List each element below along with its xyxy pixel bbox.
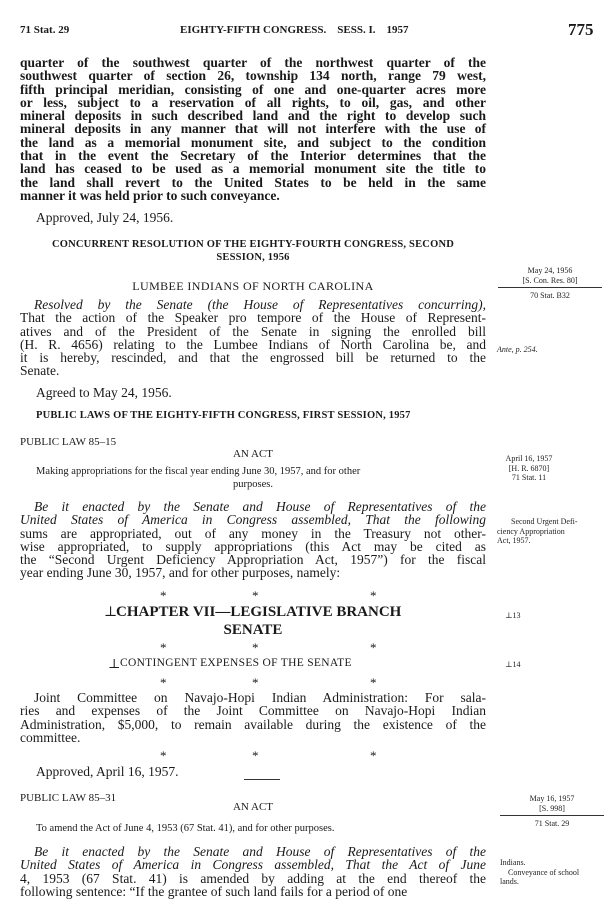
margin-footnote-13 xyxy=(505,611,521,621)
margin-note-resolution xyxy=(498,266,602,301)
margin-text: ciency Appropriation xyxy=(497,526,565,536)
conveyance-paragraph xyxy=(20,56,486,202)
running-header-left: 71 Stat. 29 xyxy=(20,24,70,36)
act-purpose: To amend the Act of June 4, 1953 (67 Stat. 41), and for other purposes. xyxy=(36,823,335,834)
margin-stat: 71 Stat. 29 xyxy=(500,815,604,829)
bracket-mark: ⊥ xyxy=(505,611,513,620)
margin-text: Indians. xyxy=(500,858,526,867)
margin-stat: 70 Stat. B32 xyxy=(498,287,602,301)
text-line: quarter of the southwest quarter of the northwest quarter of the xyxy=(20,55,486,70)
bracket-mark: ⊥ xyxy=(104,605,118,620)
margin-note-short-title xyxy=(497,517,609,546)
text-line: year ending June 30, 1957, and for other purposes, namely: xyxy=(20,565,341,581)
text-line: Senate. xyxy=(20,363,60,379)
text-line: following sentence: “If the grantee of such land fails for a period of one xyxy=(20,883,408,899)
text-line: manner it was held prior to such conveyance. xyxy=(20,187,280,203)
text-line: fifth principal meridian, consisting of one and one-quarter acres more xyxy=(20,81,486,97)
public-law-85-31-label: PUBLIC LAW 85–31 xyxy=(20,792,117,804)
text-line: mineral deposits in any manner that will not interfere with the use of xyxy=(20,121,486,137)
concurrent-resolution-session: SESSION, 1956 xyxy=(216,252,290,263)
text-line-italic: United States of America in Congress assembled, That the Act of June xyxy=(20,857,486,873)
text-line: or less, subject to a reservation of all rights, to oil, gas, and other xyxy=(20,94,486,110)
senate-heading: SENATE xyxy=(223,622,283,638)
text-line xyxy=(20,858,486,871)
text-line: atives and of the President of the Senate in signing the enrolled bill xyxy=(20,323,486,339)
running-header-center: EIGHTY-FIFTH CONGRESS. SESS. I. 1957 xyxy=(180,24,409,36)
star: * xyxy=(370,675,377,690)
star: * xyxy=(252,675,259,690)
agreed-date: Agreed to May 24, 1956. xyxy=(36,385,172,400)
chapter-heading: CHAPTER VII—LEGISLATIVE BRANCH xyxy=(116,604,402,620)
text-line: mineral deposits in such described land and the right to develop such xyxy=(20,108,486,124)
margin-note-indians xyxy=(500,858,610,887)
text-line: Be it enacted by the Senate and House of Representatives of the xyxy=(34,844,486,859)
star: * xyxy=(370,748,377,763)
public-laws-heading: PUBLIC LAWS OF THE EIGHTY-FIFTH CONGRESS, FIRST SESSION, 1957 xyxy=(36,410,411,421)
text-line: Resolved by the Senate (the House of Representatives concurring), xyxy=(34,297,486,312)
public-law-85-15-label: PUBLIC LAW 85–15 xyxy=(20,436,117,448)
margin-stat: 71 Stat. 11 xyxy=(511,473,547,482)
text-line: that in the event the Secretary of the Interior determines that the xyxy=(20,148,486,164)
an-act-heading: AN ACT xyxy=(232,448,274,460)
bracket-mark: ⊥ xyxy=(108,656,121,671)
page-number: 775 xyxy=(568,20,594,39)
text-line: committee. xyxy=(20,729,81,745)
star: * xyxy=(160,588,167,603)
margin-reference: [S. Con. Res. 80] xyxy=(522,275,578,285)
text-line: sums are appropriated, out of any money in the Treasury not other- xyxy=(20,525,486,541)
text-line: Joint Committee on Navajo-Hopi Indian Administration: For sala- xyxy=(34,690,486,705)
text-line: the land shall revert to the United States to be held in the same xyxy=(20,174,486,190)
text-line: 4, 1953 (67 Stat. 41) is amended by adding at the end thereof the xyxy=(20,870,486,886)
lumbee-title: LUMBEE INDIANS OF NORTH CAROLINA xyxy=(132,279,374,293)
star: * xyxy=(252,588,259,603)
enacting-clause xyxy=(20,845,486,898)
contingent-expenses-heading: CONTINGENT EXPENSES OF THE SENATE xyxy=(120,657,352,669)
margin-note-pl-85-15 xyxy=(494,454,564,483)
text-line: the land as a memorial monument site, and subject to the condition xyxy=(20,134,486,150)
margin-footnote-14 xyxy=(505,660,521,670)
margin-date: May 16, 1957 xyxy=(529,794,575,803)
enacting-clause xyxy=(20,500,486,580)
margin-date: May 24, 1956 xyxy=(527,266,573,275)
margin-note-pl-85-31 xyxy=(500,794,604,829)
star: * xyxy=(160,640,167,655)
approved-1956: Approved, July 24, 1956. xyxy=(36,210,174,225)
text-line: ries and expenses of the Joint Committee on Navajo-Hopi Indian xyxy=(20,703,486,719)
concurrent-resolution-heading: CONCURRENT RESOLUTION OF THE EIGHTY-FOURTH CONGRESS, SECOND xyxy=(51,239,455,250)
margin-reference: [S. 998] xyxy=(539,803,565,813)
star: * xyxy=(370,640,377,655)
margin-ante-reference: Ante, p. 254. xyxy=(497,345,538,354)
text-line: Administration, $5,000, to remain available during the existence of the xyxy=(20,716,486,732)
act-purpose: Making appropriations for the fiscal year ending June 30, 1957, and for other xyxy=(36,466,361,477)
star: * xyxy=(252,748,259,763)
star: * xyxy=(370,588,377,603)
bracket-mark: ⊥ xyxy=(505,660,513,669)
star: * xyxy=(160,675,167,690)
text-line xyxy=(20,513,486,526)
text-line: land has ceased to be used as a memorial monument site the title to xyxy=(20,161,486,177)
an-act-heading: AN ACT xyxy=(232,801,274,813)
text-line: wise appropriated, to supply appropriations (this Act may be cited as xyxy=(20,538,486,554)
margin-text: Second Urgent Defi- xyxy=(511,517,578,526)
margin-text: 14 xyxy=(512,660,521,669)
text-line: the “Second Urgent Deficiency Appropriation Act, 1957”) for the fiscal xyxy=(20,552,486,568)
text-line: southwest quarter of section 26, township 134 north, range 79 west, xyxy=(20,68,486,84)
act-purpose-cont: purposes. xyxy=(233,479,273,490)
star: * xyxy=(160,748,167,763)
approved-1957: Approved, April 16, 1957. xyxy=(36,764,179,779)
resolution-paragraph xyxy=(20,298,486,378)
margin-reference: [H. R. 6870] xyxy=(508,463,550,473)
margin-date: April 16, 1957 xyxy=(505,454,553,463)
joint-committee-paragraph xyxy=(20,691,486,744)
margin-text: 13 xyxy=(512,611,521,620)
text-line-italic: United States of America in Congress assembled, That the following xyxy=(20,512,486,528)
margin-text: Conveyance of school xyxy=(508,867,580,877)
text-line: it is hereby, rescinded, and that the engrossed bill be returned to the xyxy=(20,350,486,366)
text-line: That the action of the Speaker pro tempore of the House of Represent- xyxy=(20,310,486,326)
margin-text: lands. xyxy=(500,877,519,886)
star: * xyxy=(252,640,259,655)
text-line: (H. R. 4656) relating to the Lumbee Indians of North Carolina be, and xyxy=(20,336,486,352)
divider-rule xyxy=(244,779,280,780)
text-line: Be it enacted by the Senate and House of Representatives of the xyxy=(34,499,486,514)
margin-text: Act, 1957. xyxy=(497,536,531,545)
